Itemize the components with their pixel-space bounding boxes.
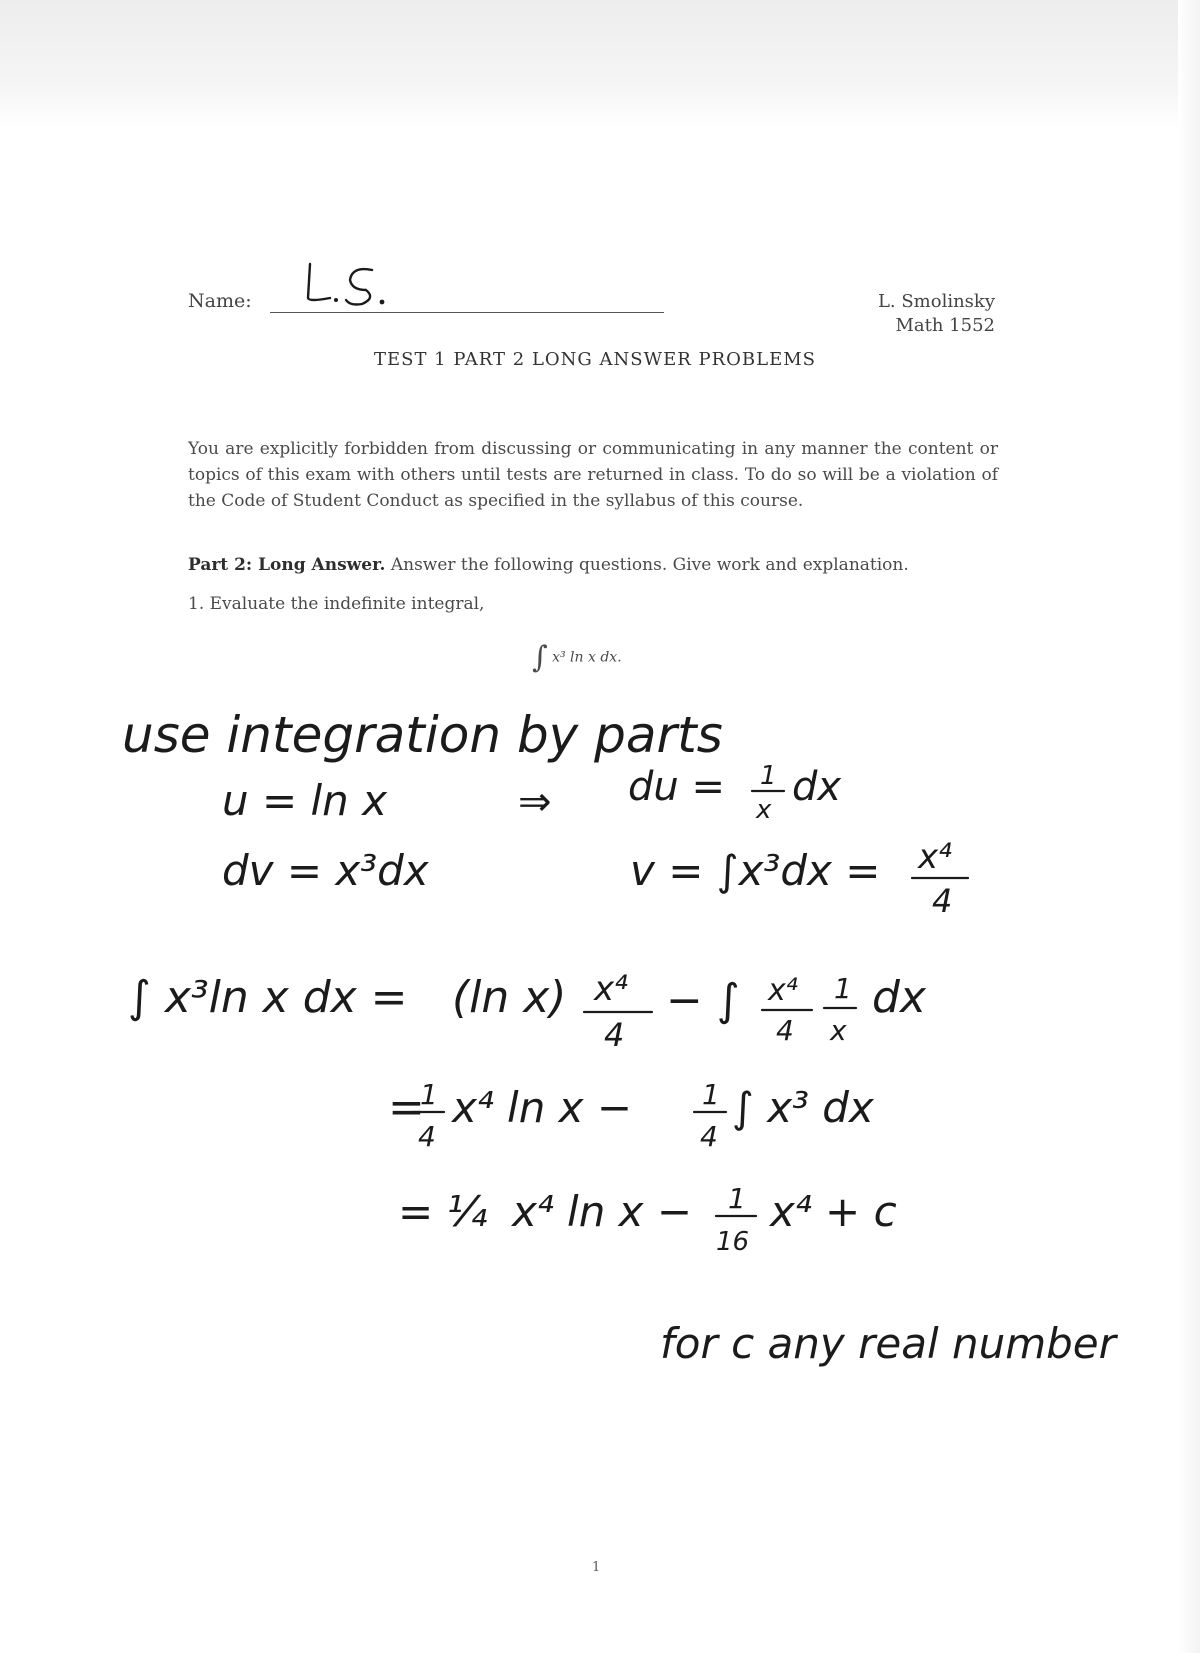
hw-du-dx: dx: [792, 764, 842, 810]
integral-sign-icon: ∫: [532, 640, 548, 675]
course-code: Math 1552: [895, 315, 995, 336]
hw-implies-arrow: ⇒: [518, 779, 552, 825]
hw-line2-mid: x⁴ ln x −: [452, 1083, 633, 1132]
hw-line2-den2: 4: [700, 1120, 718, 1153]
hw-du-definition: du =: [628, 764, 725, 810]
hw-line2-num2: 1: [702, 1078, 720, 1111]
hw-line2-num: 1: [420, 1078, 438, 1111]
hw-conclusion: for c any real number: [660, 1319, 1116, 1368]
conduct-notice: You are explicitly forbidden from discussing or communicating in any manner the content or topics of this exam with others until tests are returned in class. To do so will be a violation of the Code of Student Conduct as specified in the syllabus of this course.: [188, 439, 998, 511]
hw-du-numerator: 1: [760, 761, 777, 791]
test-title: TEST 1 PART 2 LONG ANSWER PROBLEMS: [373, 349, 817, 370]
hw-line3-tail: x⁴ + c: [770, 1187, 897, 1236]
hw-line1-minus: − ∫: [666, 975, 740, 1026]
hw-v-definition: v = ∫x³dx =: [630, 846, 881, 895]
question-1: 1. Evaluate the indefinite integral,: [188, 594, 485, 614]
part-instruction: Answer the following questions. Give work and explanation.: [390, 555, 909, 575]
hw-line3-mid: x⁴ ln x −: [512, 1187, 693, 1236]
hw-line1-ln: (ln x): [452, 972, 567, 1023]
hw-line1-num2: x⁴: [768, 973, 798, 1008]
hw-line3-den: 16: [716, 1227, 750, 1257]
name-label: Name:: [188, 290, 252, 312]
hw-line1-num: x⁴: [594, 969, 628, 1009]
hw-line3-eq: = ¹⁄₄: [398, 1187, 488, 1236]
hw-line2-eq: =: [388, 1082, 425, 1133]
hw-method: use integration by parts: [122, 706, 723, 764]
page-number: 1: [592, 1560, 601, 1575]
hw-line2-tail: ∫ x³ dx: [732, 1083, 874, 1132]
hw-line2-den: 4: [418, 1120, 436, 1153]
hw-line1-den: 4: [604, 1016, 625, 1054]
instructor-name: L. Smolinsky: [877, 291, 995, 312]
hw-dv-definition: dv = x³dx: [222, 846, 429, 895]
hw-line1-den3: x: [830, 1014, 847, 1047]
hw-du-denominator: x: [756, 795, 772, 825]
hw-line1-lhs: ∫ x³ln x dx =: [128, 972, 408, 1023]
hw-v-numerator: x⁴: [918, 837, 952, 877]
hw-line3-num: 1: [728, 1182, 746, 1215]
hw-line1-den2: 4: [776, 1014, 794, 1047]
hw-line1-dx: dx: [872, 972, 926, 1023]
integrand: x³ ln x dx.: [552, 649, 622, 666]
part-heading: Part 2: Long Answer.: [188, 555, 386, 575]
hw-v-denominator: 4: [932, 882, 953, 920]
hw-u-definition: u = ln x: [222, 776, 388, 825]
hw-line1-num3: 1: [834, 972, 852, 1005]
